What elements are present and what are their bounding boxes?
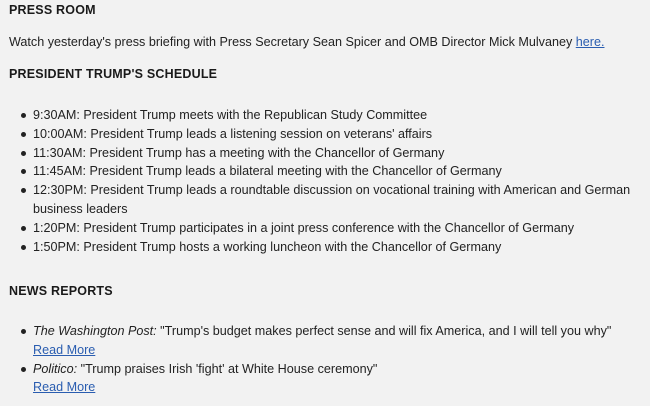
news-quote: "Trump praises Irish 'fight' at White House ceremony": [77, 361, 378, 376]
news-heading: NEWS REPORTS: [9, 284, 113, 298]
read-more-link[interactable]: Read More: [33, 342, 96, 357]
news-list: [9, 322, 644, 397]
schedule-item: 1:50PM: President Trump hosts a working luncheon with the Chancellor of Germany: [9, 238, 644, 257]
news-source: Politico:: [33, 361, 78, 376]
schedule-item: 12:30PM: President Trump leads a roundtable discussion on vocational training with American and German business leaders: [9, 181, 644, 219]
schedule-heading: PRESIDENT TRUMP'S SCHEDULE: [9, 67, 218, 81]
schedule-item: 11:45AM: President Trump leads a bilateral meeting with the Chancellor of Germany: [9, 162, 644, 181]
news-quote: "Trump's budget makes perfect sense and will fix America, and I will tell you why": [156, 324, 612, 338]
press-briefing-link[interactable]: here.: [575, 35, 605, 49]
press-room-body: Watch yesterday's press briefing with Press Secretary Sean Spicer and OMB Director Mick Mulvaney: [9, 35, 576, 49]
press-room-heading: PRESS ROOM: [9, 3, 96, 17]
schedule-item: 11:30AM: President Trump has a meeting with the Chancellor of Germany: [9, 144, 644, 163]
schedule-list: [9, 106, 644, 256]
news-source: The Washington Post:: [33, 324, 157, 338]
schedule-item: 9:30AM: President Trump meets with the Republican Study Committee: [9, 106, 644, 125]
press-room-text: [9, 35, 604, 49]
schedule-item: 1:20PM: President Trump participates in a joint press conference with the Chancellor of Germany: [9, 219, 644, 238]
news-item: [9, 322, 644, 360]
news-item: [9, 360, 644, 398]
schedule-item: 10:00AM: President Trump leads a listening session on veterans' affairs: [9, 125, 644, 144]
read-more-link[interactable]: Read More: [33, 380, 96, 395]
